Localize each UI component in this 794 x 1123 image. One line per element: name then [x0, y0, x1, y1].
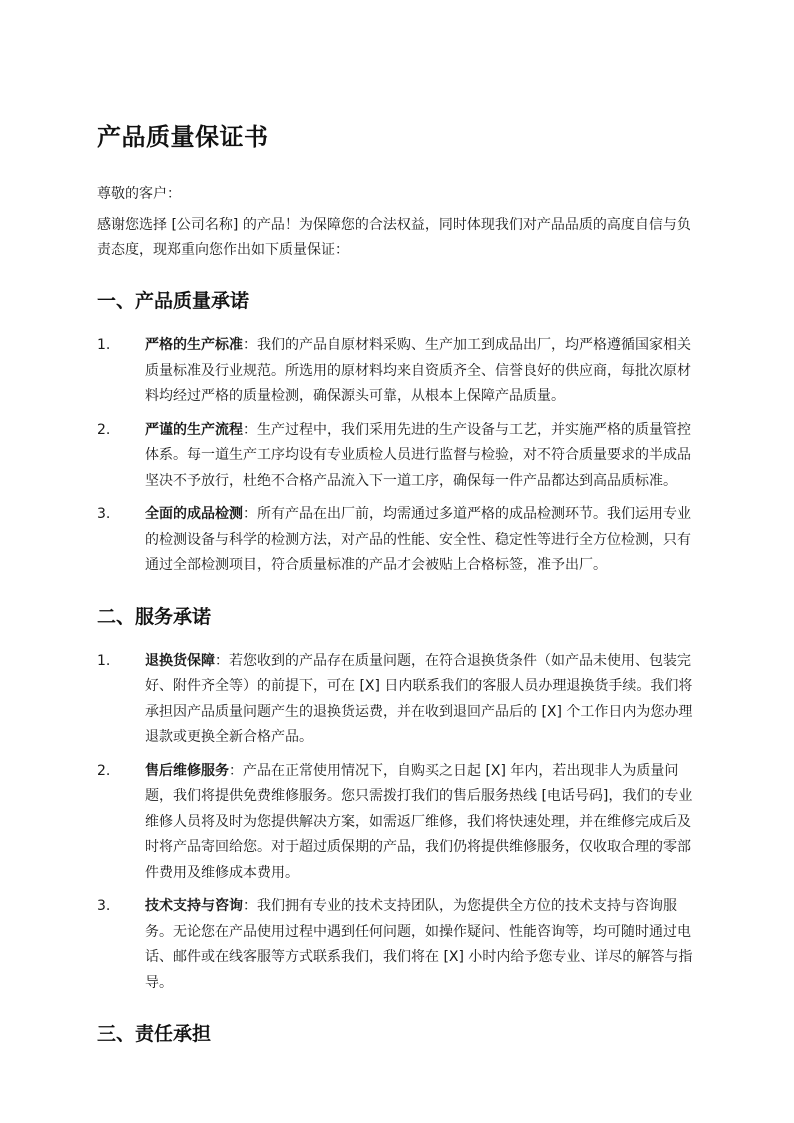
item-heading: 售后维修服务: [145, 762, 229, 779]
item-heading: 全面的成品检测: [145, 506, 243, 522]
quality-list: [97, 333, 701, 579]
list-item: [97, 649, 701, 751]
service-list: [97, 649, 701, 997]
item-text: ：生产过程中，我们采用先进的生产设备与工艺，并实施严格的质量管控体系。每一道生产工序均设有专业质检人员进行监督与检验，对不符合质量要求的半成品坚决不予放行，杜绝不合格产品流入下一道工序，确保每一件产品都达到高品质标准。: [145, 421, 691, 489]
item-heading: 严谨的生产流程: [145, 421, 243, 438]
item-text: ：产品在正常使用情况下，自购买之日起 [X] 年内，若出现非人为质量问题，我们将提供免费维修服务。您只需拨打我们的售后服务热线 [电话号码]，我们的专业维修人员将及时为您提供解决方案，如需返厂维修，我们将快速处理，并在维修完成后及时将产品寄回给您。对于超过质保期的产品，我们仍将提供维修服务，仅收取合理的零部件费用及维修成本费用。: [145, 762, 693, 881]
item-text: ：我们的产品自原材料采购、生产加工到成品出厂，均严格遵循国家相关质量标准及行业规范。所选用的原材料均来自资质齐全、信誉良好的供应商，每批次原材料均经过严格的质量检测，确保源头可靠，从根本上保障产品质量。: [145, 337, 691, 404]
list-number: 2.: [97, 421, 111, 438]
item-text: ：所有产品在出厂前，均需通过多道严格的成品检测环节。我们运用专业的检测设备与科学的检测方法，对产品的性能、安全性、稳定性等进行全方位检测，只有通过全部检测项目，符合质量标准的产品才会被贴上合格标签，准予出厂。: [145, 506, 691, 573]
list-number: 1.: [97, 337, 111, 353]
intro-paragraph: 感谢您选择 [公司名称] 的产品！为保障您的合法权益，同时体现我们对产品品质的高度自信与负责态度，现郑重向您作出如下质量保证：: [97, 217, 691, 258]
item-text: ：我们拥有专业的技术支持团队，为您提供全方位的技术支持与咨询服务。无论您在产品使用过程中遇到任何问题，如操作疑问、性能咨询等，均可随时通过电话、邮件或在线客服等方式联系我们，我们将在 [X] 小时内给予您专业、详尽的解答与指导。: [145, 898, 693, 991]
page-title: 产品质量保证书: [97, 123, 269, 151]
document-page: [97, 112, 701, 1066]
list-number: 3.: [97, 898, 111, 914]
list-item: [97, 759, 701, 887]
section-title-liability: 三、责任承担: [97, 1023, 212, 1045]
item-text: ：若您收到的产品存在质量问题，在符合退换货条件（如产品未使用、包装完好、附件齐全等）的前提下，可在 [X] 日内联系我们的客服人员办理退换货手续。我们将承担因产品质量问题产生的退换货运费，并在收到退回产品后的 [X] 个工作日内为您办理退款或更换全新合格产品。: [145, 652, 693, 745]
section-title-quality: 一、产品质量承诺: [97, 290, 250, 312]
list-item: [97, 502, 701, 579]
section-title-service: 二、服务承诺: [97, 605, 212, 628]
item-heading: 技术支持与咨询: [145, 898, 243, 914]
greeting: 尊敬的客户：: [97, 186, 181, 202]
list-number: 3.: [97, 506, 111, 522]
list-number: 1.: [97, 652, 111, 669]
item-heading: 严格的生产标准: [145, 337, 243, 353]
list-item: [97, 418, 701, 495]
list-item: [97, 333, 701, 410]
item-heading: 退换货保障: [145, 652, 215, 669]
list-number: 2.: [97, 762, 111, 779]
list-item: [97, 894, 701, 996]
